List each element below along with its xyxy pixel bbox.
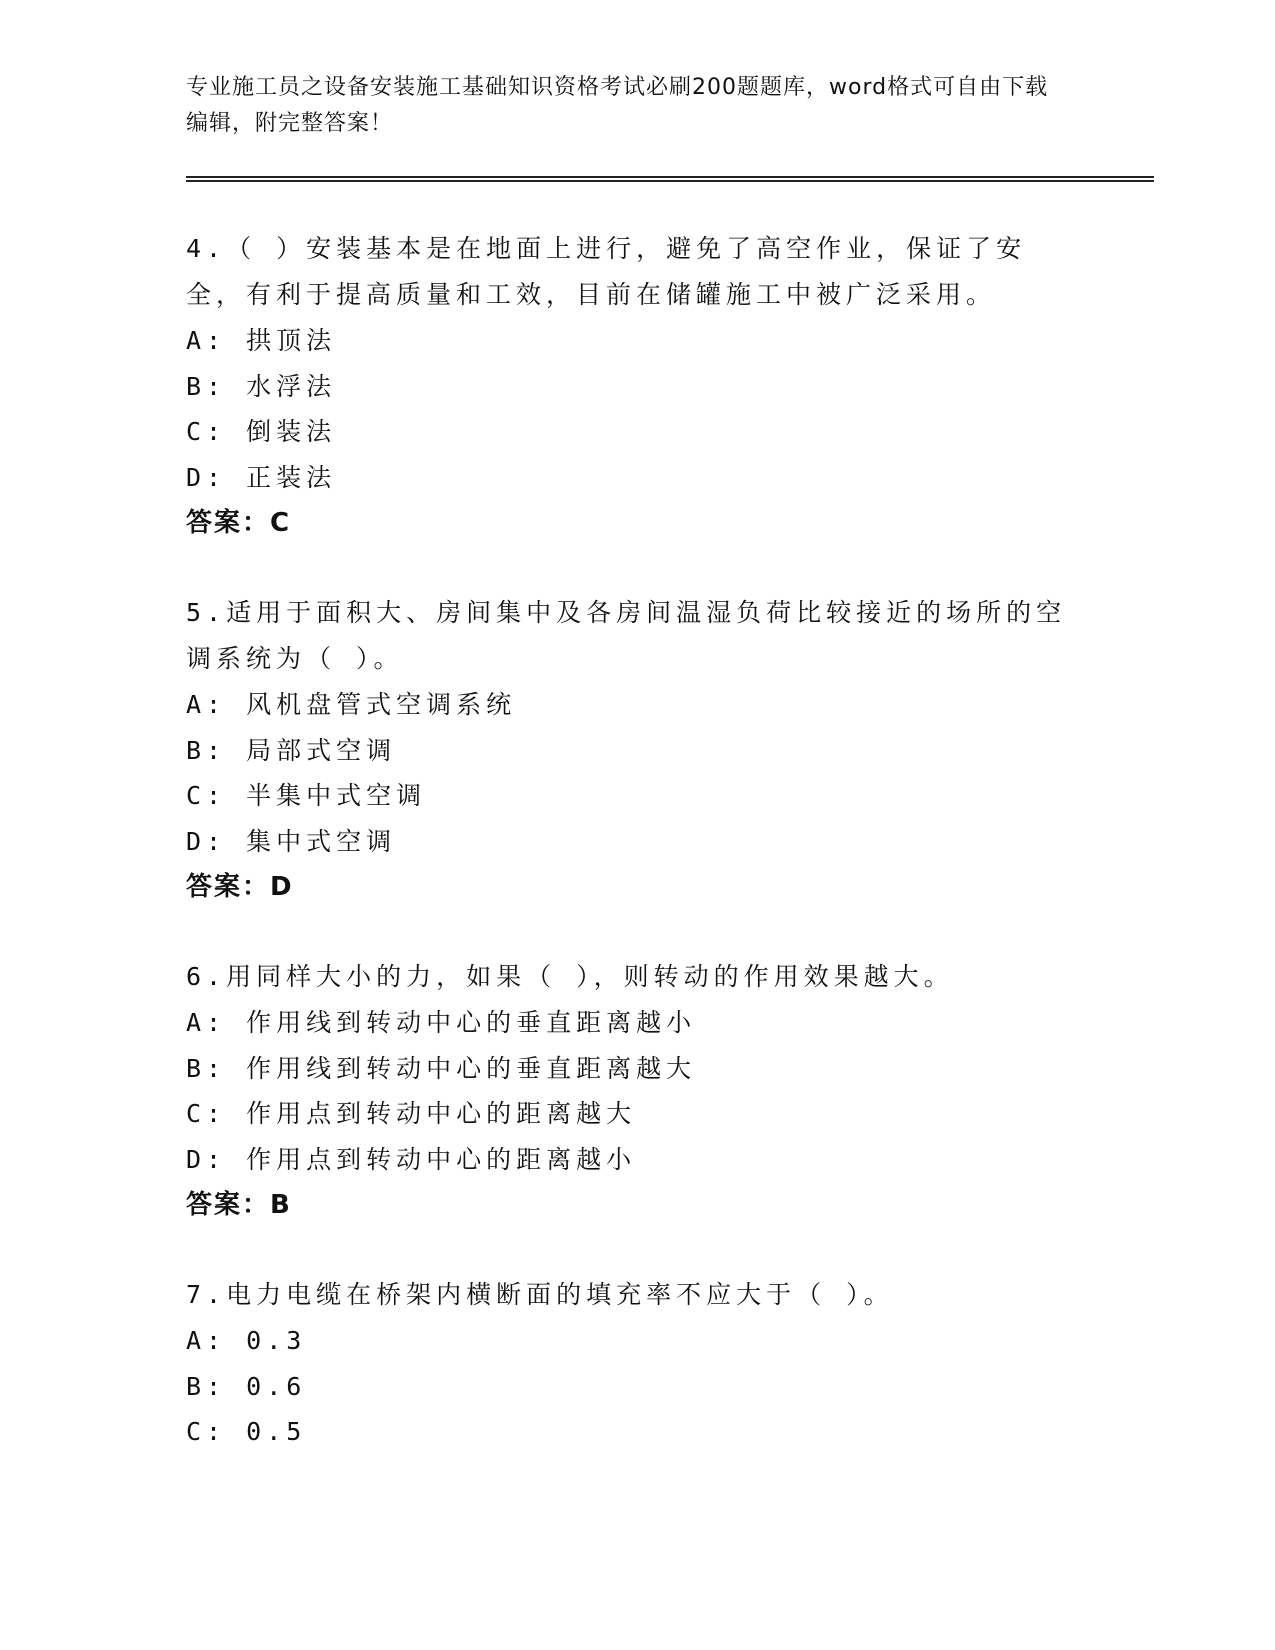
option-c: C: 倒装法	[186, 417, 337, 446]
option-a: A: 0.3	[186, 1326, 307, 1355]
question-stem: 5.适用于面积大、房间集中及各房间温湿负荷比较接近的场所的空调系统为（ ）。	[186, 598, 1067, 673]
question-7	[186, 1272, 1086, 1455]
question-stem: 4.（ ）安装基本是在地面上进行，避免了高空作业，保证了安全，有利于提高质量和工效，目前在储罐施工中被广泛采用。	[186, 234, 1027, 309]
answer-line	[186, 1182, 1086, 1228]
question-4	[186, 226, 1086, 546]
answer-value: D	[270, 872, 292, 902]
answer-label: 答案：	[186, 1190, 271, 1220]
option-d: D: 作用点到转动中心的距离越小	[186, 1144, 637, 1174]
option-c: C: 半集中式空调	[186, 781, 427, 810]
option-c: C: 0.5	[186, 1417, 307, 1446]
option-b: B: 作用线到转动中心的垂直距离越大	[186, 1053, 697, 1083]
option-d: D: 正装法	[186, 462, 337, 492]
answer-value: C	[270, 508, 290, 538]
answer-line	[186, 500, 1086, 546]
option-b: B: 局部式空调	[186, 735, 397, 765]
answer-label: 答案：	[186, 872, 271, 902]
option-b: B: 0.6	[186, 1371, 307, 1401]
option-a: A: 风机盘管式空调系统	[186, 690, 517, 719]
option-c: C: 作用点到转动中心的距离越大	[186, 1099, 637, 1128]
answer-line	[186, 864, 1086, 910]
question-list	[186, 226, 1086, 1499]
option-b: B: 水浮法	[186, 371, 337, 401]
header-divider	[186, 176, 1154, 182]
question-stem: 6.用同样大小的力，如果（ ），则转动的作用效果越大。	[186, 962, 954, 991]
option-a: A: 拱顶法	[186, 326, 337, 355]
answer-value: B	[270, 1190, 290, 1220]
question-stem: 7.电力电缆在桥架内横断面的填充率不应大于（ ）。	[186, 1280, 894, 1309]
question-6	[186, 954, 1086, 1228]
document-header: 专业施工员之设备安装施工基础知识资格考试必刷200题题库，word格式可自由下载编辑，附完整答案！	[186, 75, 1049, 136]
answer-label: 答案：	[186, 508, 271, 538]
option-a: A: 作用线到转动中心的垂直距离越小	[186, 1008, 697, 1037]
question-5	[186, 590, 1086, 910]
option-d: D: 集中式空调	[186, 826, 397, 856]
